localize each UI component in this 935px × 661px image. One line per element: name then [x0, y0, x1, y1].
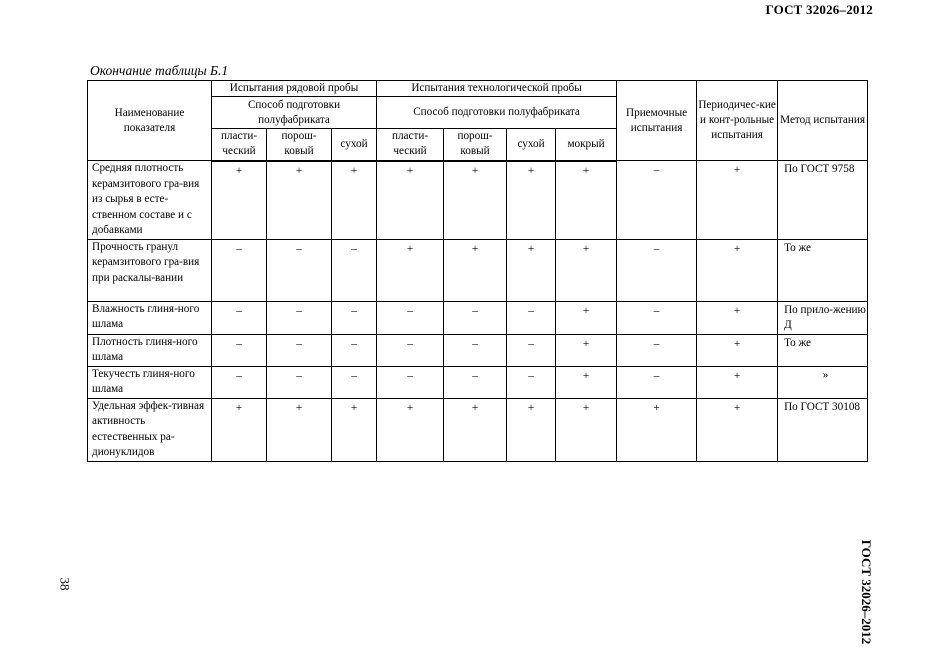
subheader-powder: порош-ковый: [267, 129, 332, 161]
mark-cell: –: [212, 301, 267, 334]
mark-cell: –: [267, 366, 332, 398]
mark-cell: +: [212, 398, 267, 461]
mark-cell: +: [556, 161, 617, 240]
row-name: Плотность глиня-ного шлама: [88, 334, 212, 366]
side-document-title: ГОСТ 32026–2012: [859, 539, 874, 645]
subheader-wet-tech: мокрый: [556, 129, 617, 161]
mark-cell: +: [267, 398, 332, 461]
mark-cell: –: [444, 366, 507, 398]
subheader-plastic: пласти-ческий: [212, 129, 267, 161]
mark-cell: +: [617, 398, 697, 461]
method-cell: То же: [778, 334, 868, 366]
mark-cell: +: [377, 239, 444, 301]
header-tech-sample: Испытания технологической пробы: [377, 81, 617, 97]
header-name: Наименование показателя: [88, 81, 212, 161]
table-caption: Окончание таблицы Б.1: [90, 63, 229, 78]
mark-cell: +: [697, 239, 778, 301]
header-acceptance: Приемочные испытания: [617, 81, 697, 161]
mark-cell: –: [212, 239, 267, 301]
mark-cell: +: [697, 161, 778, 240]
mark-cell: –: [507, 301, 556, 334]
mark-cell: +: [212, 161, 267, 240]
method-cell: То же: [778, 239, 868, 301]
mark-cell: +: [697, 366, 778, 398]
subheader-powder-tech: порош-ковый: [444, 129, 507, 161]
mark-cell: +: [697, 398, 778, 461]
mark-cell: +: [332, 161, 377, 240]
mark-cell: –: [444, 334, 507, 366]
mark-cell: –: [332, 334, 377, 366]
mark-cell: +: [556, 366, 617, 398]
mark-cell: –: [267, 334, 332, 366]
table-row: [88, 161, 868, 240]
mark-cell: +: [377, 398, 444, 461]
mark-cell: –: [332, 301, 377, 334]
mark-cell: –: [617, 161, 697, 240]
subheader-dry-tech: сухой: [507, 129, 556, 161]
mark-cell: –: [212, 334, 267, 366]
header-routine-sample: Испытания рядовой пробы: [212, 81, 377, 97]
mark-cell: +: [444, 239, 507, 301]
header-prep-tech: Способ подготовки полуфабриката: [377, 97, 617, 129]
mark-cell: –: [617, 366, 697, 398]
mark-cell: +: [507, 398, 556, 461]
mark-cell: +: [556, 301, 617, 334]
mark-cell: +: [556, 334, 617, 366]
row-name: Средняя плотность керамзитового гра-вия из сырья в есте-ственном составе и с добавками: [88, 161, 212, 240]
mark-cell: +: [556, 398, 617, 461]
page-number: 38: [57, 577, 73, 591]
mark-cell: +: [444, 398, 507, 461]
mark-cell: –: [617, 239, 697, 301]
table-row: [88, 239, 868, 301]
header-prep-routine: Способ подготовки полуфабриката: [212, 97, 377, 129]
method-cell: По прило-жению Д: [778, 301, 868, 334]
table-row: [88, 366, 868, 398]
row-name: Текучесть глиня-ного шлама: [88, 366, 212, 398]
table-row: [88, 398, 868, 461]
mark-cell: +: [556, 239, 617, 301]
row-name: Удельная эффек-тивная активность естественных ра-дионуклидов: [88, 398, 212, 461]
mark-cell: –: [617, 301, 697, 334]
mark-cell: +: [267, 161, 332, 240]
method-cell: По ГОСТ 30108: [778, 398, 868, 461]
mark-cell: –: [377, 334, 444, 366]
method-cell: По ГОСТ 9758: [778, 161, 868, 240]
mark-cell: +: [697, 334, 778, 366]
mark-cell: –: [507, 334, 556, 366]
header-periodic: Периодичес-кие и конт-рольные испытания: [697, 81, 778, 161]
mark-cell: –: [212, 366, 267, 398]
row-name: Прочность гранул керамзитового гра-вия при раскалы-вании: [88, 239, 212, 301]
method-cell: »: [778, 366, 868, 398]
mark-cell: +: [444, 161, 507, 240]
table-row: [88, 334, 868, 366]
mark-cell: –: [444, 301, 507, 334]
mark-cell: +: [507, 161, 556, 240]
row-name: Влажность глиня-ного шлама: [88, 301, 212, 334]
mark-cell: –: [377, 301, 444, 334]
subheader-dry: сухой: [332, 129, 377, 161]
mark-cell: +: [377, 161, 444, 240]
mark-cell: –: [267, 301, 332, 334]
mark-cell: –: [267, 239, 332, 301]
mark-cell: –: [332, 366, 377, 398]
mark-cell: –: [332, 239, 377, 301]
mark-cell: +: [507, 239, 556, 301]
page-header: ГОСТ 32026–2012: [765, 2, 873, 17]
table-row: [88, 301, 868, 334]
mark-cell: –: [377, 366, 444, 398]
mark-cell: +: [332, 398, 377, 461]
mark-cell: –: [507, 366, 556, 398]
subheader-plastic-tech: пласти-ческий: [377, 129, 444, 161]
properties-table: [87, 80, 868, 462]
header-method: Метод испытания: [778, 81, 868, 161]
mark-cell: –: [617, 334, 697, 366]
mark-cell: +: [697, 301, 778, 334]
